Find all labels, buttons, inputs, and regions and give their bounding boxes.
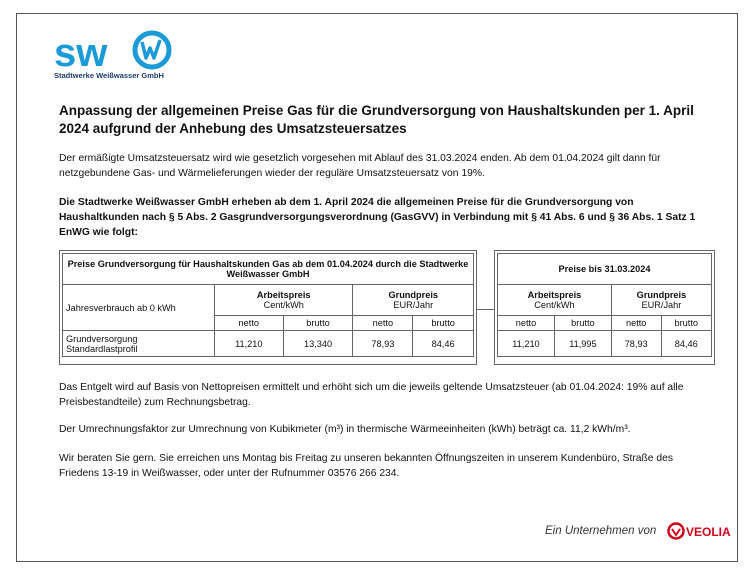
announcement-paragraph: Die Stadtwerke Weißwasser GmbH erheben ab dem 1. April 2024 die allgemeinen Preise für die Grundversorgung von Haushaltkunden nach § 5 Abs. 2 Gasgrundversorgungsverordnung (GasGVV) in Verbindung mit § 41 Abs. 6 und § 36 Abs. 1 Satz 1 EnWG wie folgt: <box>59 197 696 238</box>
old-ap-brutto-label: brutto <box>554 316 611 331</box>
consumption-label: Jahresverbrauch ab 0 kWh <box>63 285 215 331</box>
umrechnung-paragraph: Der Umrechnungsfaktor zur Umrechnung von Kubikmeter (m³) in thermische Wärmeeinheiten (kWh) beträgt ca. 11,2 kWh/m³. <box>59 424 631 435</box>
veolia-brand: VEOLIA <box>686 525 731 539</box>
new-gp-netto-label: netto <box>353 316 413 331</box>
footer-tagline: Ein Unternehmen von <box>545 525 657 537</box>
old-ap-brutto-value: 11,995 <box>554 331 611 357</box>
new-gp-brutto-value: 84,46 <box>413 331 474 357</box>
old-gp-brutto-value: 84,46 <box>661 331 712 357</box>
logo-subtitle: Stadtwerke Weißwasser GmbH <box>54 71 164 80</box>
old-arbeitspreis-header: Arbeitspreis Cent/kWh <box>498 285 612 316</box>
intro-paragraph: Der ermäßigte Umsatzsteuersatz wird wie gesetzlich vorgesehen mit Ablauf des 31.03.2024 enden. Ab dem 01.04.2024 gilt dann für netzgebundene Gas- und Wärmelieferungen wieder der reguläre Umsatzsteuersatz von 19%. <box>59 153 661 179</box>
entgelt-paragraph: Das Entgelt wird auf Basis von Nettopreisen ermittelt und erhöht sich um die jeweils geltende Umsatzsteuer (ab 01.04.2024: 19% auf alle Preisbestandteile) zum Rechnungsbetrag. <box>59 382 684 408</box>
old-ap-netto-label: netto <box>498 316 555 331</box>
new-gp-netto-value: 78,93 <box>353 331 413 357</box>
old-grundpreis-header: Grundpreis EUR/Jahr <box>611 285 711 316</box>
old-gp-brutto-label: brutto <box>661 316 712 331</box>
new-arbeitspreis-header: Arbeitspreis Cent/kWh <box>215 285 353 316</box>
old-gp-netto-value: 78,93 <box>611 331 661 357</box>
old-table-heading: Preise bis 31.03.2024 <box>498 254 712 285</box>
page-title: Anpassung der allgemeinen Preise Gas für die Grundversorgung von Haushaltskunden per 1. April 2024 aufgrund der Anhebung des Umsatzsteuersatzes <box>59 103 694 136</box>
table-connector-line <box>477 309 494 310</box>
new-table-heading: Preise Grundversorgung für Haushaltskunden Gas ab dem 01.04.2024 durch die Stadtwerke Weißwasser GmbH <box>63 254 474 285</box>
logo-mark: sw <box>54 31 108 75</box>
new-ap-netto-value: 11,210 <box>215 331 284 357</box>
veolia-logo-icon <box>667 522 685 540</box>
new-ap-brutto-value: 13,340 <box>283 331 353 357</box>
product-label: Grundversorgung Standardlastprofil <box>63 331 215 357</box>
new-grundpreis-header: Grundpreis EUR/Jahr <box>353 285 474 316</box>
old-ap-netto-value: 11,210 <box>498 331 555 357</box>
old-price-table <box>497 253 712 357</box>
new-price-table <box>62 253 474 357</box>
new-ap-netto-label: netto <box>215 316 284 331</box>
beratung-paragraph: Wir beraten Sie gern. Sie erreichen uns Montag bis Freitag zu unseren bekannten Öffnungszeiten in unserem Kundenbüro, Straße des Friedens 13-19 in Weißwasser, oder unter der Rufnummer 03576 266 234. <box>59 453 673 479</box>
old-gp-netto-label: netto <box>611 316 661 331</box>
new-gp-brutto-label: brutto <box>413 316 474 331</box>
new-ap-brutto-label: brutto <box>283 316 353 331</box>
